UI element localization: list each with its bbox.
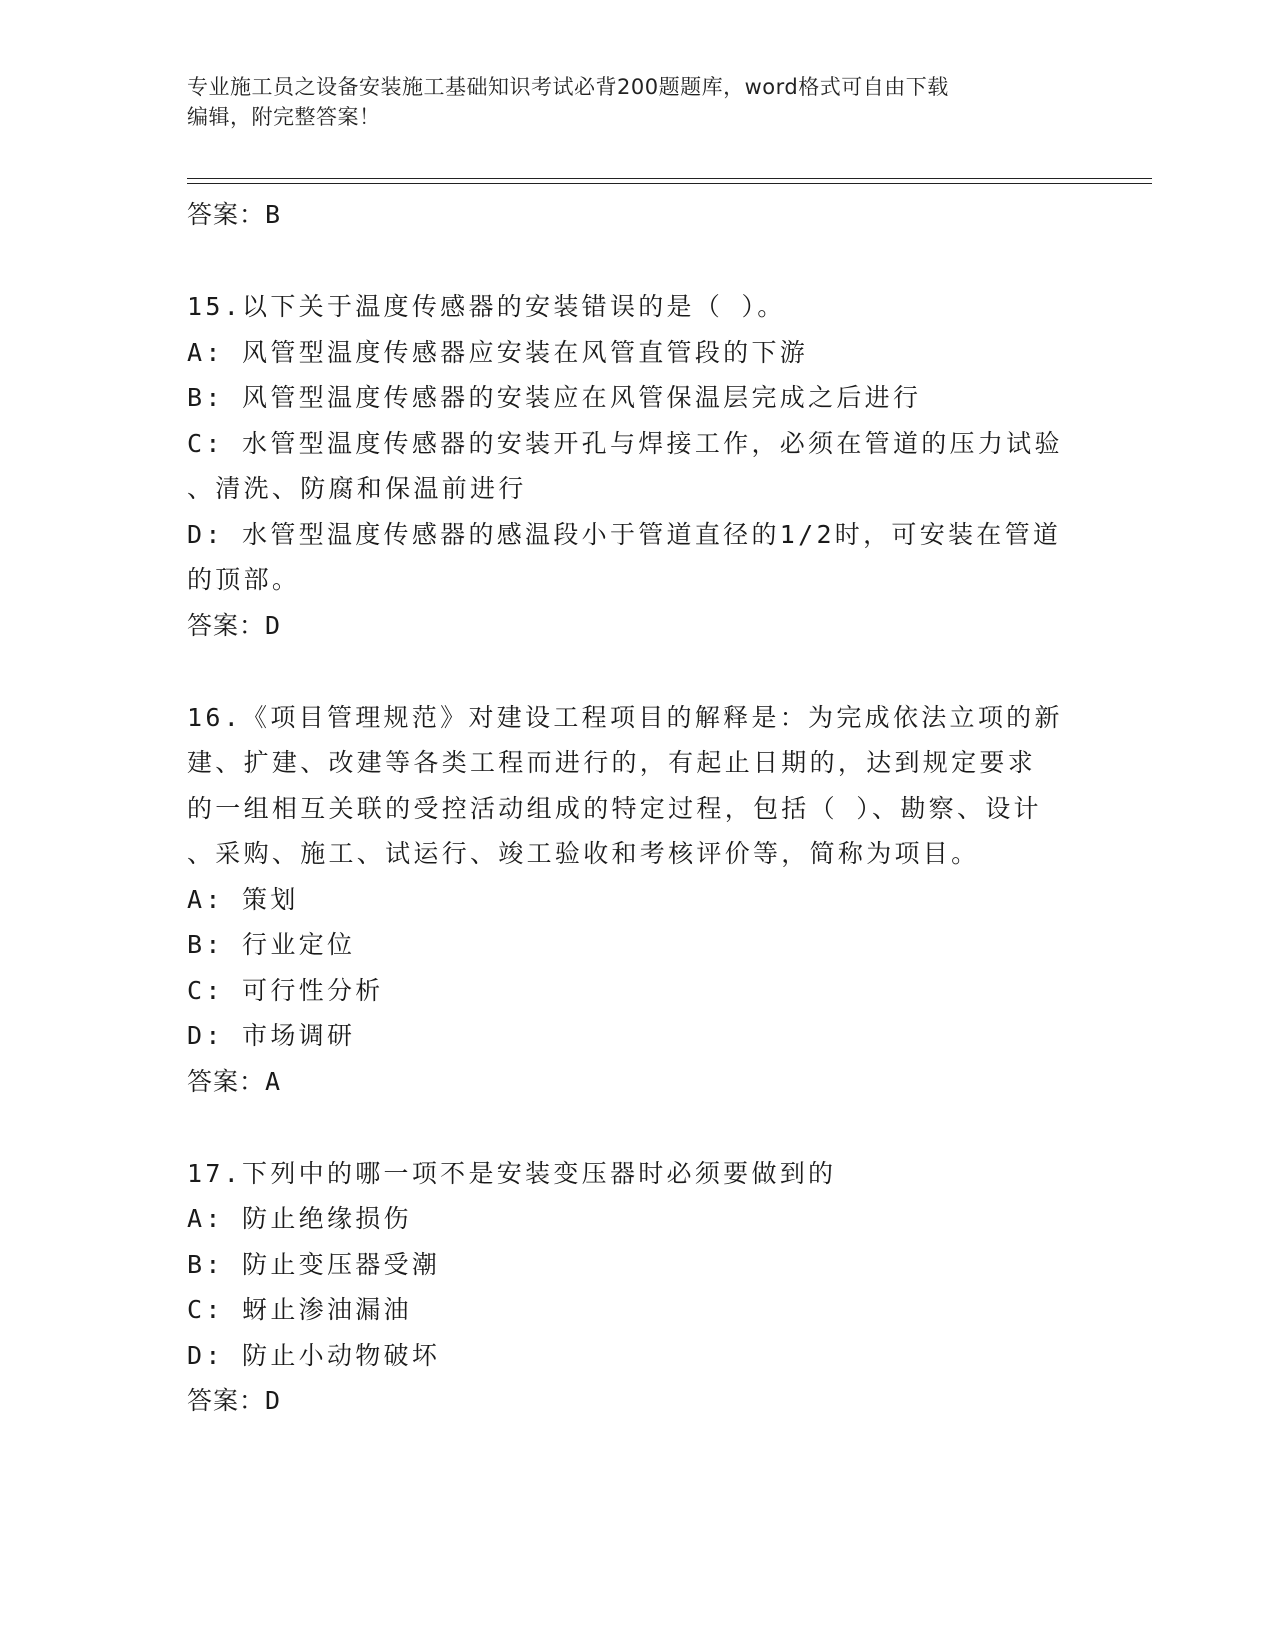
question-15-answer [187,603,1087,649]
option-a: A: 风管型温度传感器应安装在风管直管段的下游 [187,337,809,367]
question-stem: 17.下列中的哪一项不是安装变压器时必须要做到的 [187,1158,837,1188]
page-header [187,72,1087,132]
question-stem-continued: 、采购、施工、试运行、竣工验收和考核评价等，简称为项目。 [187,839,980,868]
option-b: B: 行业定位 [187,930,356,959]
question-16-answer [187,1059,1087,1105]
answer-label: 答案： [187,200,266,229]
previous-answer [187,192,1087,238]
header-title-line-2: 编辑，附完整答案！ [187,105,381,129]
option-c: C: 蚜止渗油漏油 [187,1295,412,1324]
answer-label: 答案： [187,1066,266,1096]
question-stem-continued: 建、扩建、改建等各类工程而进行的，有起止日期的，达到规定要求 [187,748,1037,777]
question-stem-continued: 的一组相互关联的受控活动组成的特定过程，包括（ ）、勘察、设计 [187,793,1042,823]
header-divider-top [187,178,1152,179]
answer-value: D [265,610,282,640]
option-c-continued: 、清洗、防腐和保温前进行 [187,474,527,503]
question-17 [187,1151,1087,1425]
answer-label: 答案： [187,610,266,640]
document-body [187,192,1087,1424]
header-divider-bottom [187,183,1152,184]
question-stem: 16.《项目管理规范》对建设工程项目的解释是：为完成依法立项的新 [187,702,1063,732]
answer-value: A [265,1066,282,1096]
question-gap [187,1105,1087,1151]
answer-value: D [265,1386,282,1415]
option-c: C: 水管型温度传感器的安装开孔与焊接工作，必须在管道的压力试验 [187,428,1063,458]
question-gap [187,649,1087,695]
option-d: D: 市场调研 [187,1021,356,1050]
option-a: A: 防止绝缘损伤 [187,1204,412,1233]
option-d: D: 防止小动物破坏 [187,1340,441,1370]
question-17-answer [187,1378,1087,1424]
option-b: B: 风管型温度传感器的安装应在风管保温层完成之后进行 [187,383,922,412]
header-title-line-1: 专业施工员之设备安装施工基础知识考试必背200题题库，word格式可自由下载 [187,75,949,99]
question-16 [187,695,1087,1105]
answer-value: B [265,200,282,229]
question-gap [187,238,1087,284]
answer-label: 答案： [187,1386,266,1415]
option-c: C: 可行性分析 [187,975,384,1005]
option-d: D: 水管型温度传感器的感温段小于管道直径的1/2时，可安装在管道 [187,519,1062,549]
question-15 [187,284,1087,649]
option-b: B: 防止变压器受潮 [187,1249,441,1279]
option-a: A: 策划 [187,884,299,914]
option-d-continued: 的顶部。 [187,565,301,594]
question-stem: 15.以下关于温度传感器的安装错误的是（ ）。 [187,292,786,321]
